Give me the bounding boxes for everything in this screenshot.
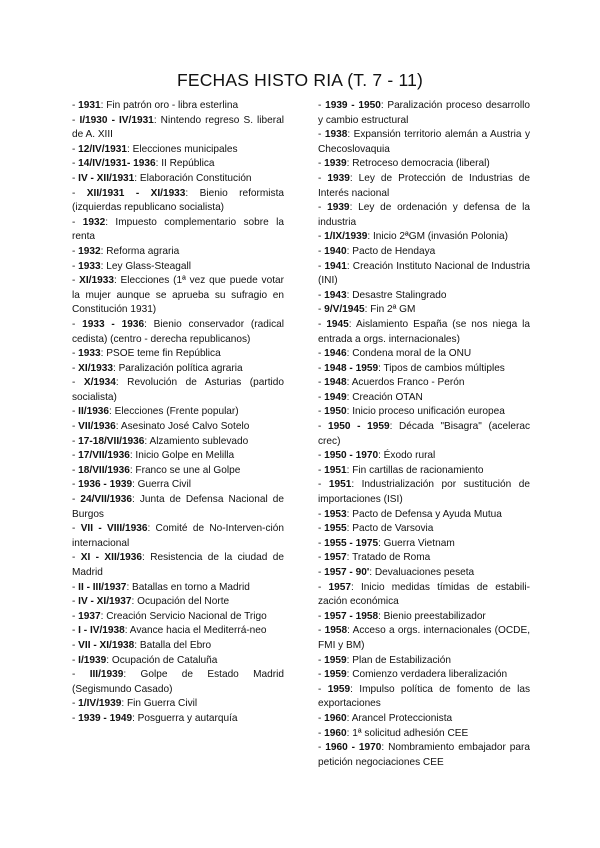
timeline-entry (318, 727, 530, 742)
entry-description: : Ley Glass-Steagall (100, 260, 191, 272)
entry-dash: - (318, 581, 329, 593)
entry-dash: - (72, 377, 84, 389)
entry-description: : Nombramiento embajador para petición negociaciones CEE (318, 742, 530, 768)
entry-dash: - (318, 464, 325, 476)
entry-dash: - (72, 100, 79, 111)
entry-description: : Inicio medidas tímidas de estabili-zación económica (318, 581, 530, 608)
timeline-entry (72, 216, 284, 245)
timeline-entry (318, 741, 530, 770)
entry-description: : Ocupación de Cataluña (106, 654, 218, 666)
entry-dash: - (72, 158, 79, 170)
timeline-entry (318, 478, 530, 507)
timeline-entry (318, 464, 530, 479)
entry-dash: - (72, 187, 87, 199)
timeline-entry (72, 697, 284, 712)
entry-date: XI/1933 (78, 362, 113, 374)
entry-description: : Acuerdos Franco - Perón (346, 377, 465, 389)
entry-dash: - (318, 406, 325, 418)
entry-dash: - (72, 275, 80, 287)
entry-dash: - (318, 260, 325, 272)
entry-date: 1936 - 1939 (78, 479, 133, 491)
entry-description: : Década "Bisagra" (acelerac crec) (318, 421, 530, 447)
timeline-entry (318, 172, 530, 201)
entry-description: : Inicio Golpe en Melilla (129, 450, 235, 462)
entry-dash: - (72, 669, 90, 681)
entry-date: I - IV/1938 (78, 625, 125, 637)
entry-description: : Industrialización por sustitución de importaciones (ISI) (318, 479, 530, 506)
page-title: FECHAS HISTO RIA (T. 7 - 11) (176, 70, 424, 90)
entry-description: : Resistencia de la ciudad de Madrid (72, 552, 284, 578)
entry-dash: - (72, 216, 83, 228)
entry-dash: - (72, 435, 79, 447)
entry-dash: - (72, 639, 79, 651)
timeline-entry (72, 478, 284, 493)
timeline-entry (72, 157, 284, 172)
timeline-entry (318, 405, 530, 420)
entry-dash: - (318, 537, 325, 549)
timeline-entry (72, 668, 284, 697)
entry-dash: - (318, 479, 329, 491)
timeline-entry (72, 376, 284, 405)
entry-description: : Fin cartillas de racionamiento (346, 464, 484, 476)
entry-description: : Expansión territorio alemán a Austria y Checoslovaquia (318, 129, 530, 155)
entry-date: 1957 (324, 552, 347, 564)
entry-date: 1948 - 1959 (324, 362, 379, 374)
entry-description: : Asesinato José Calvo Sotelo (115, 421, 250, 433)
timeline-entry (72, 712, 284, 727)
entry-dash: - (318, 610, 325, 622)
timeline-entry (72, 595, 284, 610)
entry-description: : Ley de ordenación y defensa de la industria (318, 202, 530, 228)
entry-description: : Pacto de Hendaya (346, 245, 436, 257)
entry-dash: - (318, 552, 325, 564)
entry-dash: - (318, 318, 327, 330)
entry-date: I/1930 - IV/1931 (79, 114, 154, 126)
entry-description: : Franco se une al Golpe (129, 464, 241, 476)
entry-dash: - (318, 158, 325, 170)
timeline-entry (318, 683, 530, 712)
entry-date: III/1939 (89, 669, 124, 681)
entry-date: 1941 (324, 260, 347, 272)
entry-description: : Junta de Defensa Nacional de Burgos (72, 494, 284, 520)
timeline-entry (72, 172, 284, 187)
entry-description: : Ley de Protección de Industrias de Interés nacional (318, 172, 530, 199)
entry-date: II - III/1937 (78, 581, 127, 593)
entry-date: II/1936 (78, 406, 110, 418)
entry-date: 1/IV/1939 (78, 698, 122, 710)
entry-description: : Éxodo rural (378, 450, 436, 462)
entry-date: 1948 (324, 377, 347, 389)
entry-dash: - (318, 348, 325, 360)
entry-description: : Revolución de Asturias (partido socialista) (72, 377, 284, 403)
timeline-entry (318, 610, 530, 625)
entry-date: 1960 - 1970 (325, 742, 382, 754)
entry-dash: - (72, 143, 79, 155)
entry-dash: - (318, 421, 329, 433)
entry-description: : Bienio preestabilizador (378, 610, 486, 622)
entry-dash: - (318, 567, 325, 578)
entry-dash: - (318, 231, 325, 243)
entry-date: 1939 (327, 202, 350, 214)
entry-date: 1932 (82, 216, 106, 228)
entry-description: : Inicio 2ªGM (invasión Polonia) (367, 231, 509, 243)
entry-date: 1959 (324, 654, 347, 666)
timeline-entry (72, 143, 284, 158)
entry-date: 1959 (324, 669, 347, 681)
entry-date: 1931 (78, 100, 101, 111)
timeline-entry (72, 420, 284, 435)
right-column (318, 99, 530, 770)
timeline-entry (318, 712, 530, 727)
entry-dash: - (72, 494, 81, 506)
timeline-entry (72, 362, 284, 377)
timeline-entry (318, 362, 530, 377)
entry-description: : Tipos de cambios múltiples (378, 362, 505, 374)
entry-description: : Avance hacia el Mediterrá-neo (124, 625, 267, 637)
timeline-entry (318, 654, 530, 669)
timeline-entry (72, 610, 284, 625)
entry-date: 12/IV/1931 (78, 143, 127, 155)
entry-date: 9/V/1945 (324, 304, 365, 316)
entry-description: : Paralización proceso desarrollo y cambio estructural (318, 100, 530, 126)
entry-description: : Ocupación del Norte (131, 596, 230, 608)
entry-dash: - (72, 260, 79, 272)
entry-date: 1957 - 90' (324, 567, 370, 578)
entry-date: 1939 (327, 172, 350, 184)
timeline-entry (72, 405, 284, 420)
entry-description: : Guerra Civil (132, 479, 191, 491)
entry-description: : Guerra Vietnam (378, 537, 455, 549)
entry-dash: - (318, 727, 325, 739)
entry-description: : Fin Guerra Civil (121, 698, 198, 710)
entry-date: 1933 (78, 348, 101, 360)
entry-dash: - (72, 698, 79, 710)
timeline-entry (318, 566, 530, 581)
entry-date: 1933 (78, 260, 101, 272)
entry-dash: - (72, 362, 79, 374)
timeline-entry (318, 260, 530, 289)
entry-dash: - (318, 245, 325, 257)
entry-description: : Impuesto complementario sobre la renta (72, 216, 284, 243)
timeline-entry (318, 522, 530, 537)
timeline-entry (72, 639, 284, 654)
entry-date: 17-18/VII/1936 (78, 435, 145, 447)
entry-description: : Elecciones (1ª vez que puede votar la mujer aunque se aprueba su sufragio en Constitución 1931) (72, 275, 284, 316)
timeline-entry (72, 449, 284, 464)
entry-dash: - (318, 523, 325, 535)
entry-dash: - (72, 552, 81, 564)
entry-dash: - (318, 654, 325, 666)
entry-description: : Comité de No-Interven-ción internacional (72, 523, 285, 549)
entry-date: 1951 (324, 464, 347, 476)
entry-date: 1957 (328, 581, 352, 593)
entry-date: XII/1931 - XI/1933 (86, 187, 186, 199)
timeline-entry (318, 289, 530, 304)
entry-dash: - (318, 669, 325, 681)
timeline-entry (318, 551, 530, 566)
timeline-entry (72, 318, 284, 347)
timeline-entry (318, 449, 530, 464)
entry-date: 1937 (78, 610, 101, 622)
entry-date: 1959 (327, 683, 351, 695)
entry-date: 1953 (324, 508, 347, 520)
entry-date: IV - XI/1937 (78, 596, 132, 608)
entry-description: : Tratado de Roma (346, 552, 431, 564)
timeline-entry (318, 347, 530, 362)
entry-dash: - (318, 129, 325, 141)
timeline-entry (318, 201, 530, 230)
entry-description: : Elecciones municipales (127, 143, 238, 155)
timeline-entry (318, 245, 530, 260)
entry-dash: - (72, 406, 79, 418)
timeline-entry (72, 245, 284, 260)
entry-description: : Creación Instituto Nacional de Industria (INI) (318, 260, 530, 287)
entry-description: : Bienio conservador (radical cedista) (centro - derecha republicanos) (72, 318, 284, 345)
entry-date: 1950 - 1959 (328, 421, 390, 433)
entry-dash: - (318, 450, 325, 462)
timeline-entry (318, 420, 530, 449)
timeline-entry (318, 157, 530, 172)
entry-dash: - (318, 683, 328, 695)
timeline-entry (318, 537, 530, 552)
entry-description: : II República (155, 158, 215, 170)
entry-date: 1939 (324, 158, 347, 170)
entry-description: : Impulso política de fomento de las exportaciones (318, 683, 530, 710)
entry-dash: - (72, 318, 83, 330)
entry-date: 1933 - 1936 (82, 318, 145, 330)
entry-dash: - (72, 450, 79, 462)
entry-description: : Arancel Proteccionista (346, 712, 453, 724)
entry-dash: - (72, 114, 80, 126)
entry-description: : Inicio proceso unificación europea (346, 406, 505, 418)
entry-date: 17/VII/1936 (78, 450, 130, 462)
timeline-entry (318, 668, 530, 683)
entry-dash: - (318, 391, 325, 403)
entry-date: XI - XII/1936 (80, 552, 143, 564)
timeline-entry (72, 99, 284, 114)
timeline-entry (318, 581, 530, 610)
entry-description: : Acceso a orgs. internacionales (OCDE, FMI y BM) (318, 625, 530, 651)
timeline-entry (318, 230, 530, 245)
entry-date: 1957 - 1958 (324, 610, 379, 622)
entry-description: : Paralización política agraria (112, 362, 243, 374)
entry-dash: - (72, 581, 79, 593)
entry-date: X/1934 (83, 377, 116, 389)
entry-dash: - (72, 596, 79, 608)
entry-description: : Desastre Stalingrado (346, 289, 447, 301)
entry-description: : Retroceso democracia (liberal) (346, 158, 490, 170)
entry-date: 1950 (324, 406, 347, 418)
entry-date: 1/IX/1939 (324, 231, 368, 243)
entry-dash: - (72, 523, 81, 535)
entry-dash: - (318, 712, 325, 724)
entry-date: 1939 - 1949 (78, 712, 133, 724)
entry-date: 24/VII/1936 (80, 494, 133, 506)
entry-description: : Golpe de Estado Madrid (Segismundo Casado) (72, 669, 284, 695)
timeline-entry (318, 99, 530, 128)
entry-description: : 1ª solicitud adhesión CEE (346, 727, 469, 739)
timeline-entry (72, 435, 284, 450)
entry-description: : PSOE teme fin República (100, 348, 221, 360)
entry-description: : Devaluaciones peseta (369, 567, 475, 578)
entry-dash: - (318, 289, 325, 301)
entry-description: : Nintendo regreso S. liberal de A. XIII (72, 114, 284, 141)
entry-description: : Comienzo verdadera liberalización (346, 669, 508, 681)
entry-description: : Creación Servicio Nacional de Trigo (100, 610, 267, 622)
entry-date: 1955 - 1975 (324, 537, 379, 549)
timeline-entry (318, 318, 530, 347)
entry-description: : Reforma agraria (100, 245, 180, 257)
entry-date: 1943 (324, 289, 347, 301)
entry-dash: - (72, 625, 79, 637)
entry-date: 1932 (78, 245, 101, 257)
entry-description: : Elecciones (Frente popular) (109, 406, 239, 418)
entry-date: 1958 (324, 625, 348, 637)
entry-description: : Fin patrón oro - libra esterlina (100, 100, 239, 111)
timeline-entry (318, 303, 530, 318)
entry-dash: - (318, 625, 325, 637)
entry-description: : Aislamiento España (se nos niega la entrada a orgs. internacionales) (318, 318, 530, 345)
timeline-entry (72, 187, 284, 216)
entry-date: 1946 (324, 348, 347, 360)
timeline-entry (72, 522, 284, 551)
entry-dash: - (318, 172, 328, 184)
timeline-entry (318, 128, 530, 157)
entry-dash: - (72, 245, 79, 257)
entry-date: 1949 (324, 391, 347, 403)
entry-date: VII/1936 (78, 421, 116, 433)
entry-date: 1960 (324, 727, 347, 739)
entry-date: 1939 - 1950 (325, 100, 381, 111)
entry-date: 1940 (324, 245, 347, 257)
entry-dash: - (72, 421, 79, 433)
timeline-entry (72, 654, 284, 669)
timeline-entry (72, 274, 284, 318)
entry-dash: - (318, 202, 328, 214)
entry-date: VII - XI/1938 (78, 639, 135, 651)
entry-description: : Condena moral de la ONU (346, 348, 472, 360)
entry-date: 1955 (324, 523, 347, 535)
entry-date: XI/1933 (79, 275, 114, 287)
timeline-entry (72, 551, 284, 580)
entry-dash: - (72, 348, 79, 360)
timeline-entry (72, 624, 284, 639)
entry-dash: - (72, 610, 79, 622)
entry-dash: - (72, 172, 79, 184)
entry-description: : Pacto de Varsovia (346, 523, 434, 535)
timeline-entry (318, 391, 530, 406)
entry-date: IV - XII/1931 (78, 172, 135, 184)
entry-dash: - (318, 304, 325, 316)
timeline-entry (318, 624, 530, 653)
timeline-entry (72, 114, 284, 143)
timeline-entry (72, 464, 284, 479)
entry-description: : Fin 2ª GM (364, 304, 416, 316)
entry-description: : Posguerra y autarquía (132, 712, 238, 724)
entry-description: : Batalla del Ebro (134, 639, 212, 651)
entry-date: 18/VII/1936 (78, 464, 130, 476)
left-column (72, 99, 284, 727)
entry-dash: - (72, 654, 79, 666)
entry-dash: - (318, 742, 326, 754)
entry-description: : Bienio reformista (izquierdas republicano socialista) (72, 187, 285, 214)
entry-date: 1950 - 1970 (324, 450, 379, 462)
timeline-entry (72, 347, 284, 362)
entry-date: 14/IV/1931- 1936 (78, 158, 156, 170)
entry-description: : Batallas en torno a Madrid (126, 581, 250, 593)
entry-date: 1938 (324, 129, 348, 141)
entry-date: 1960 (324, 712, 347, 724)
entry-dash: - (72, 712, 79, 724)
timeline-entry (318, 376, 530, 391)
entry-description: : Creación OTAN (346, 391, 423, 403)
entry-dash: - (318, 377, 325, 389)
entry-description: : Alzamiento sublevado (144, 435, 249, 447)
timeline-entry (72, 260, 284, 275)
timeline-entry (72, 493, 284, 522)
entry-dash: - (318, 362, 325, 374)
entry-date: 1951 (328, 479, 352, 491)
entry-description: : Pacto de Defensa y Ayuda Mutua (346, 508, 502, 520)
timeline-entry (72, 581, 284, 596)
entry-dash: - (318, 508, 325, 520)
entry-dash: - (72, 479, 79, 491)
entry-date: I/1939 (78, 654, 107, 666)
timeline-entry (318, 508, 530, 523)
entry-dash: - (318, 100, 326, 111)
entry-description: : Elaboración Constitución (134, 172, 252, 184)
entry-date: 1945 (326, 318, 349, 330)
entry-date: VII - VIII/1936 (80, 523, 148, 535)
entry-description: : Plan de Estabilización (346, 654, 452, 666)
entry-dash: - (72, 464, 79, 476)
